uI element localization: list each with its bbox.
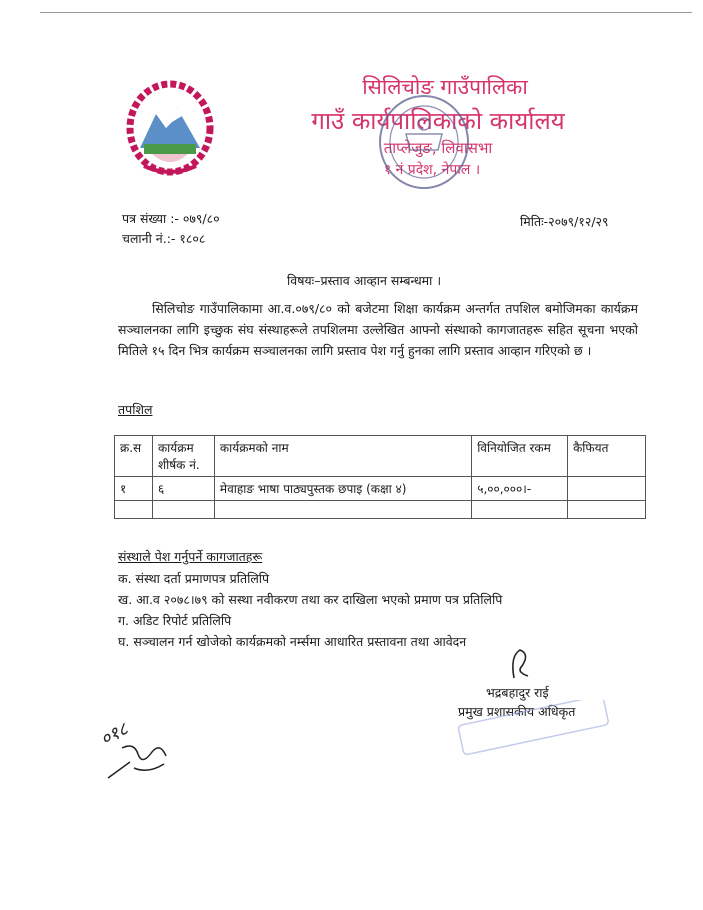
dispatch-number: चलानी नं.:- १८०८ xyxy=(122,231,206,246)
letter-date: मितिः-२०७९/१२/२९ xyxy=(520,214,609,229)
nepal-emblem-icon xyxy=(122,78,218,182)
table-header-row xyxy=(115,436,646,477)
document-item: घ. सञ्चालन गर्न खोजेको कार्यक्रमको नर्म्समा आधारित प्रस्तावना तथा आवेदन xyxy=(118,634,467,649)
documents-heading: संस्थाले पेश गर्नुपर्ने कागजातहरू xyxy=(118,549,263,564)
signatory-name: भद्रबहादुर राई xyxy=(486,685,549,700)
document-item: ग. अडिट रिपोर्ट प्रतिलिपि xyxy=(118,613,232,628)
table-row xyxy=(115,477,646,501)
cell-remarks xyxy=(568,477,646,501)
cell-program-name: मेवाहाङ भाषा पाठ्यपुस्तक छपाइ (कक्षा ४) xyxy=(214,477,471,501)
table-row-empty xyxy=(115,501,646,519)
official-stamp-faded xyxy=(454,700,614,756)
margin-note: ०१८ xyxy=(96,718,132,751)
body-paragraph: सिलिचोङ गाउँपालिकामा आ.व.०७९/८० को बजेटमा शिक्षा कार्यक्रम अन्तर्गत तपशिल बमोजिमका कार्यक्रम सञ्चालनका लागि इच्छुक संघ संस्थाहरूले तपशिलमा उल्लेखित आफ्नो संस्थाको कागजातहरू सहित सूचना भएको मितिले १५ दिन भित्र कार्यक्रम सञ्चालनका लागि प्रस्ताव पेश गर्नु हुनका लागि प्रस्ताव आव्हान गरिएको छ । xyxy=(118,301,638,358)
header-line-4: १ नं प्रदेश, नेपाल । xyxy=(383,162,481,178)
empty-cell xyxy=(472,501,568,519)
office-seal-stamp xyxy=(376,94,472,194)
header-program-name: कार्यक्रमको नाम xyxy=(214,436,471,477)
header-allocated-amount: विनियोजित रकम xyxy=(472,436,568,477)
document-item: ख. आ.व २०७८।७९ को सस्था नवीकरण तथा कर दाखिला भएको प्रमाण पत्र प्रतिलिपि xyxy=(118,592,503,607)
cell-serial: १ xyxy=(115,477,153,501)
empty-cell xyxy=(152,501,214,519)
top-rule xyxy=(40,12,692,13)
header-line-3: ताप्लेजुङ, लिवासभा xyxy=(383,139,493,157)
subject-line: विषयः–प्रस्ताव आव्हान सम्बन्धमा । xyxy=(287,273,442,288)
header-line-1: सिलिचोङ गाउँपालिका xyxy=(362,75,528,99)
letter-number: पत्र संख्या :- ०७९/८० xyxy=(122,211,220,226)
empty-cell xyxy=(214,501,471,519)
signatory-title: प्रमुख प्रशासकीय अधिकृत xyxy=(458,704,576,719)
empty-cell xyxy=(115,501,153,519)
header-line-2: गाउँ कार्यपालिकाको कार्यालय xyxy=(311,107,565,135)
header-remarks: कैफियत xyxy=(568,436,646,477)
cell-program-code: ६ xyxy=(152,477,214,501)
signature-mark xyxy=(500,644,540,684)
cell-amount: ५,००,०००।- xyxy=(472,477,568,501)
document-item: क. संस्था दर्ता प्रमाणपत्र प्रतिलिपि xyxy=(118,571,270,586)
margin-initials-mark xyxy=(104,738,174,784)
program-table xyxy=(114,435,646,519)
empty-cell xyxy=(568,501,646,519)
header-program-code: कार्यक्रम शीर्षक नं. xyxy=(152,436,214,477)
tapsil-label: तपशिल xyxy=(118,402,153,417)
header-serial: क्र.स xyxy=(115,436,153,477)
